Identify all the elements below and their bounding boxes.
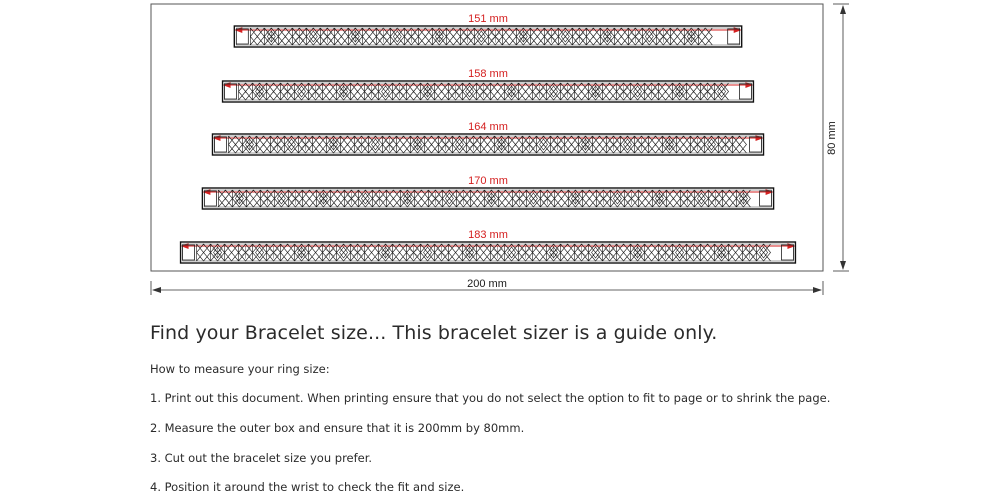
bracelet-size-label: 183 mm xyxy=(468,229,508,241)
height-dimension xyxy=(826,4,849,271)
page-title: Find your Bracelet size... This bracelet sizer is a guide only. xyxy=(150,322,718,344)
instruction-step: 4. Position it around the wrist to check the fit and size. xyxy=(150,480,465,494)
instruction-step: 2. Measure the outer box and ensure that it is 200mm by 80mm. xyxy=(150,421,525,435)
bracelet-size-label: 158 mm xyxy=(468,68,508,80)
width-label: 200 mm xyxy=(467,278,507,290)
instruction-step: 3. Cut out the bracelet size you prefer. xyxy=(150,451,373,465)
width-dimension xyxy=(151,278,823,295)
bracelet-size-label: 170 mm xyxy=(468,175,508,187)
instruction-step: 1. Print out this document. When printing ensure that you do not select the option to fit to page or to shrink the page. xyxy=(150,391,831,405)
instructions-intro: How to measure your ring size: xyxy=(150,362,330,376)
height-label: 80 mm xyxy=(826,121,838,155)
bracelet-size-label: 151 mm xyxy=(468,13,508,25)
bracelet-size-label: 164 mm xyxy=(468,121,508,133)
